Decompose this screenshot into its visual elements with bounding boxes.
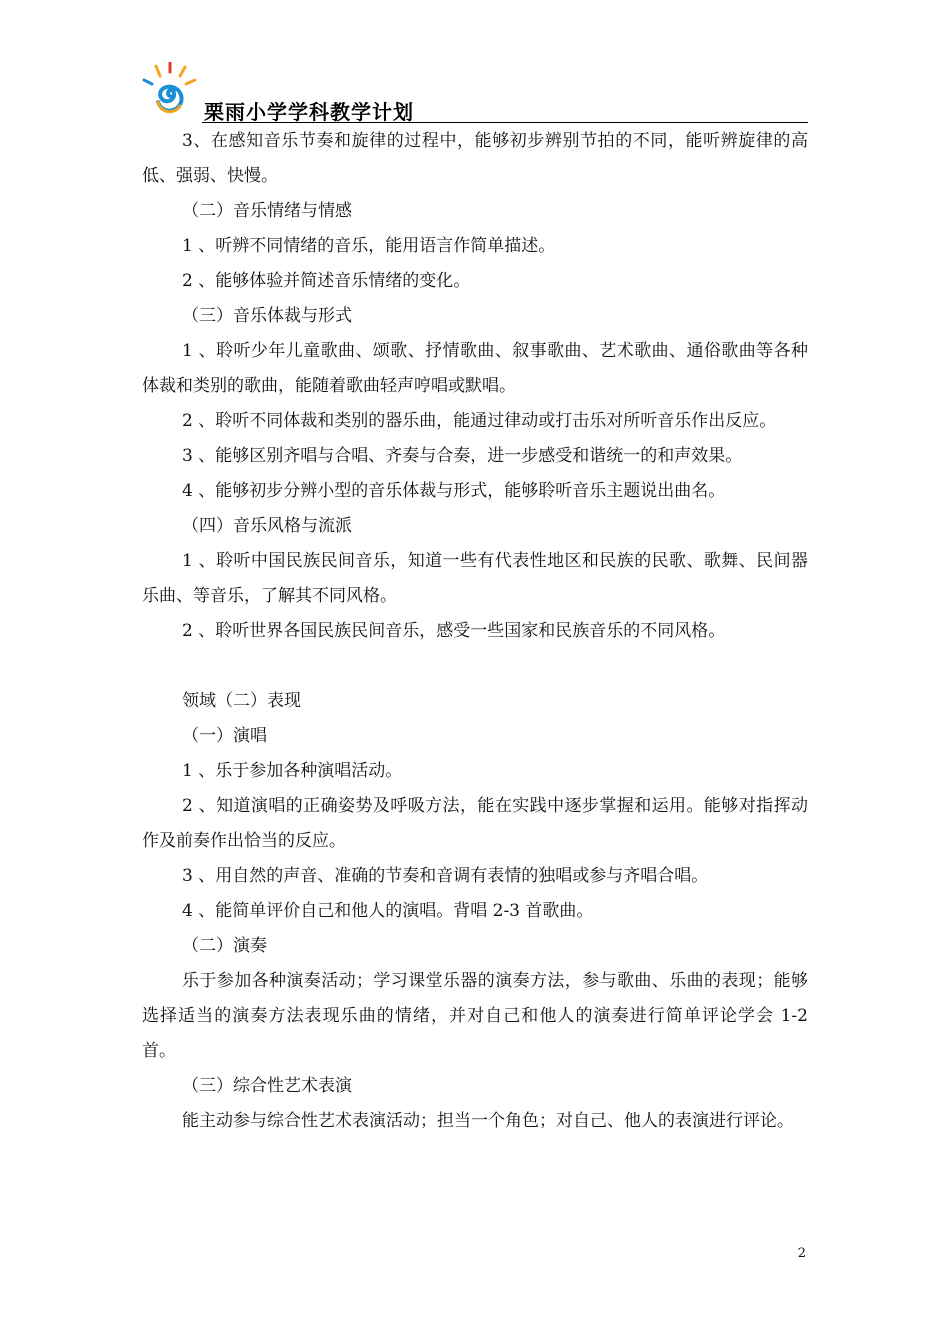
document-title: 栗雨小学学科教学计划 — [204, 100, 414, 124]
document-body — [142, 124, 808, 1139]
paragraph: 4 、能简单评价自己和他人的演唱。背唱 2-3 首歌曲。 — [182, 901, 594, 921]
page-header — [142, 62, 808, 124]
section-heading: （二）音乐情绪与情感 — [182, 201, 352, 221]
paragraph: 3、在感知音乐节奏和旋律的过程中，能够初步辨别节拍的不同，能听辨旋律的高低、强弱、快慢。 — [142, 131, 808, 186]
paragraph: 1 、聆听中国民族民间音乐，知道一些有代表性地区和民族的民歌、歌舞、民间器乐曲、等音乐，了解其不同风格。 — [142, 551, 808, 606]
section-heading: （四）音乐风格与流派 — [182, 516, 352, 536]
paragraph: 4 、能够初步分辨小型的音乐体裁与形式，能够聆听音乐主题说出曲名。 — [182, 481, 726, 501]
paragraph: 3 、用自然的声音、准确的节奏和音调有表情的独唱或参与齐唱合唱。 — [182, 866, 709, 886]
paragraph: 3 、能够区别齐唱与合唱、齐奏与合奏，进一步感受和谐统一的和声效果。 — [182, 446, 743, 466]
paragraph: 乐于参加各种演奏活动；学习课堂乐器的演奏方法，参与歌曲、乐曲的表现；能够选择适当的演奏方法表现乐曲的情绪，并对自己和他人的演奏进行简单评论学会 1-2 首。 — [142, 971, 808, 1061]
section-heading: （三）音乐体裁与形式 — [182, 306, 352, 326]
paragraph: 2 、聆听世界各国民族民间音乐，感受一些国家和民族音乐的不同风格。 — [182, 621, 726, 641]
paragraph: 能主动参与综合性艺术表演活动；担当一个角色；对自己、他人的表演进行评论。 — [182, 1111, 794, 1131]
paragraph: 1 、聆听少年儿童歌曲、颂歌、抒情歌曲、叙事歌曲、艺术歌曲、通俗歌曲等各种体裁和类别的歌曲，能随着歌曲轻声哼唱或默唱。 — [142, 341, 808, 396]
domain-heading: 领域（二）表现 — [182, 691, 301, 711]
paragraph: 1 、乐于参加各种演唱活动。 — [182, 761, 403, 781]
paragraph: 2 、能够体验并简述音乐情绪的变化。 — [182, 271, 471, 291]
section-heading: （三）综合性艺术表演 — [182, 1076, 352, 1096]
page-number: 2 — [797, 1246, 806, 1261]
paragraph: 1 、听辨不同情绪的音乐，能用语言作简单描述。 — [182, 236, 556, 256]
sun-spiral-logo-icon — [142, 62, 200, 120]
section-heading: （一）演唱 — [182, 726, 267, 746]
paragraph: 2 、聆听不同体裁和类别的器乐曲，能通过律动或打击乐对所听音乐作出反应。 — [182, 411, 777, 431]
header-divider — [202, 122, 808, 123]
paragraph: 2 、知道演唱的正确姿势及呼吸方法，能在实践中逐步掌握和运用。能够对指挥动作及前奏作出恰当的反应。 — [142, 796, 808, 851]
section-heading: （二）演奏 — [182, 936, 267, 956]
spacer — [142, 649, 808, 684]
